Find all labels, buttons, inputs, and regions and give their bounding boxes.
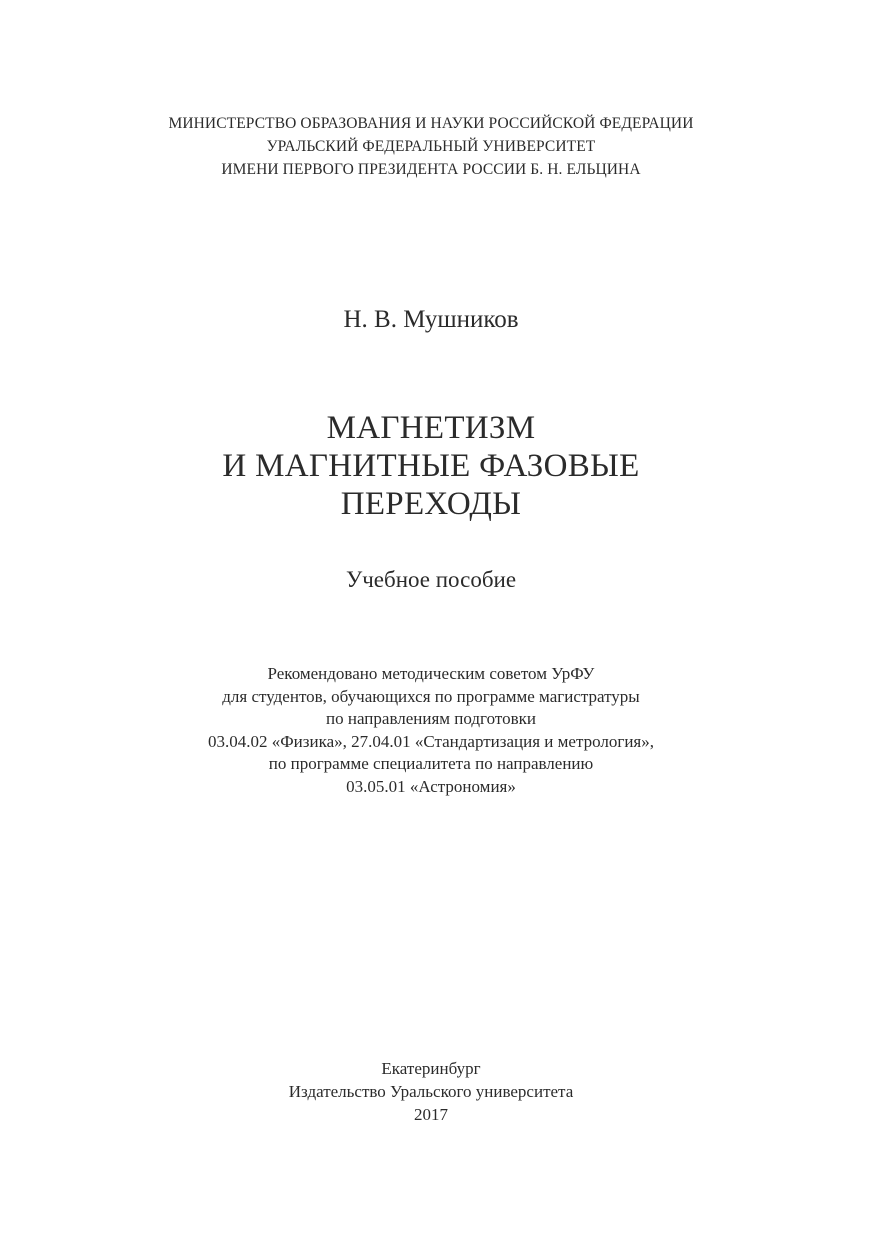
- recommendation-line: по направлениям подготовки: [326, 709, 536, 729]
- recommendation-note: [0, 663, 862, 799]
- book-title: [0, 409, 862, 523]
- institution-header: [0, 112, 862, 181]
- recommendation-line: по программе специалитета по направлению: [268, 754, 594, 774]
- recommendation-line: 03.04.02 «Физика», 27.04.01 «Стандартизация и метрология»,: [208, 731, 654, 751]
- ministry-line: МИНИСТЕРСТВО ОБРАЗОВАНИЯ И НАУКИ РОССИЙСКОЙ ФЕДЕРАЦИИ: [168, 115, 694, 132]
- recommendation-line: 03.05.01 «Астрономия»: [346, 776, 516, 796]
- author-text: Н. В. Мушников: [343, 306, 519, 333]
- recommendation-line: Рекомендовано методическим советом УрФУ: [267, 664, 595, 683]
- book-subtitle: [0, 565, 862, 595]
- subtitle-text: Учебное пособие: [345, 567, 517, 592]
- imprint: [0, 1057, 862, 1126]
- university-name-line: ИМЕНИ ПЕРВОГО ПРЕЗИДЕНТА РОССИИ Б. Н. ЕЛЬЦИНА: [221, 161, 641, 178]
- title-line: МАГНЕТИЗМ: [326, 410, 536, 446]
- title-line: И МАГНИТНЫЕ ФАЗОВЫЕ: [222, 448, 640, 484]
- university-line: УРАЛЬСКИЙ ФЕДЕРАЛЬНЫЙ УНИВЕРСИТЕТ: [266, 138, 596, 155]
- imprint-publisher: Издательство Уральского университета: [288, 1082, 574, 1101]
- title-line: ПЕРЕХОДЫ: [340, 486, 522, 522]
- recommendation-line: для студентов, обучающихся по программе магистратуры: [222, 686, 640, 706]
- imprint-year: 2017: [414, 1105, 448, 1124]
- imprint-city: Екатеринбург: [381, 1059, 481, 1078]
- author-name: [0, 304, 862, 336]
